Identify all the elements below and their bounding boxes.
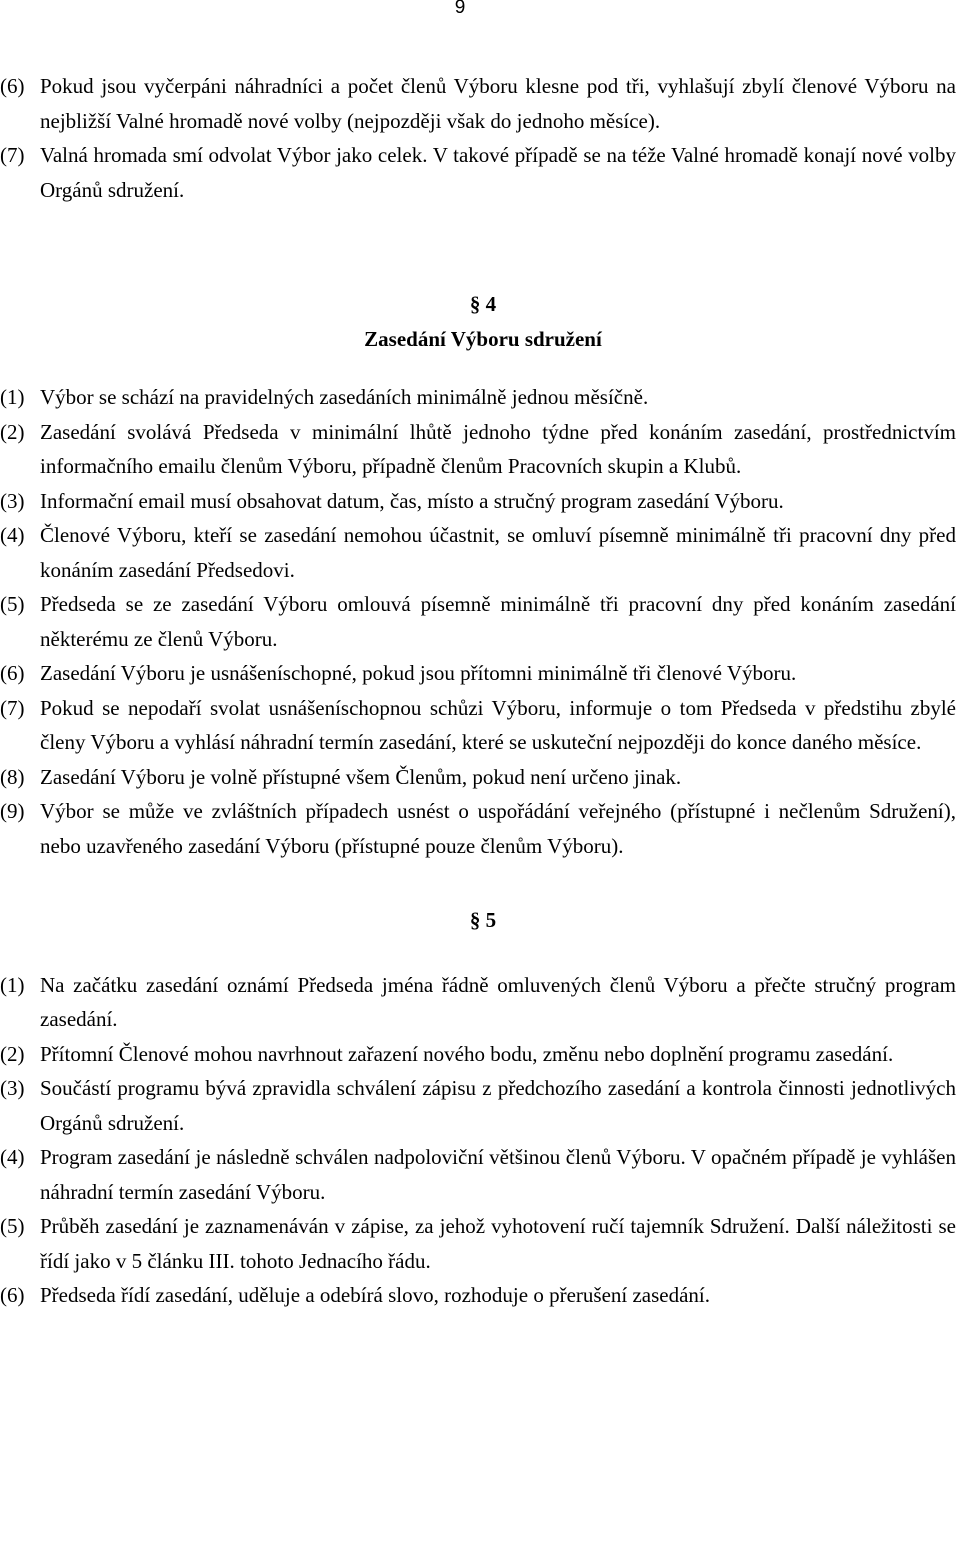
section-4-title: Zasedání Výboru sdružení — [364, 326, 602, 351]
item-text: Předseda řídí zasedání, uděluje a odebírá slovo, rozhoduje o přerušení zasedání. — [40, 1283, 711, 1307]
item-number: (5) — [0, 592, 25, 616]
item-number: (6) — [0, 74, 25, 98]
item-number: (6) — [0, 1283, 25, 1307]
item-text: Součástí programu bývá zpravidla schválení zápisu z předchozího zasedání a kontrola činnosti jednotlivých Orgánů sdružení. — [40, 1076, 956, 1135]
item-number: (4) — [0, 523, 25, 547]
list-item — [0, 1037, 956, 1072]
item-text: Výbor se schází na pravidelných zasedáních minimálně jednou měsíčně. — [40, 385, 649, 409]
item-number: (3) — [0, 488, 25, 513]
item-number: (8) — [0, 764, 25, 789]
item-text: Členové Výboru, kteří se zasedání nemohou účastnit, se omluví písemně minimálně tři pracovní dny před konáním zasedání Předsedovi. — [40, 523, 956, 582]
list-item — [0, 69, 956, 138]
item-text: Průběh zasedání je zaznamenáván v zápise, za jehož vyhotovení ručí tajemník Sdružení. Další náležitosti se řídí jako v 5 článku III. tohoto Jednacího řádu. — [40, 1214, 956, 1273]
item-text: Výbor se může ve zvláštních případech usnést o uspořádání veřejného (přístupné i nečlenům Sdružení), nebo uzavřeného zasedání Výboru (přístupné pouze členům Výboru). — [40, 799, 956, 858]
item-number: (9) — [0, 799, 25, 823]
list-item — [0, 691, 956, 760]
item-number: (5) — [0, 1214, 25, 1238]
item-number: (7) — [0, 143, 25, 167]
item-text: Zasedání svolává Předseda v minimální lhůtě jednoho týdne před konáním zasedání, prostřednictvím informačního emailu členům Výboru, případně členům Pracovních skupin a Klubů. — [40, 419, 956, 478]
list-item — [0, 518, 956, 587]
item-text: Informační email musí obsahovat datum, čas, místo a stručný program zasedání Výboru. — [40, 488, 784, 513]
item-number: (2) — [0, 1041, 25, 1066]
list-item — [0, 760, 956, 795]
item-text: Zasedání Výboru je usnášeníschopné, pokud jsou přítomni minimálně tři členové Výboru. — [40, 661, 797, 685]
item-number: (6) — [0, 661, 25, 685]
list-item — [0, 1278, 956, 1313]
item-text: Zasedání Výboru je volně přístupné všem Členům, pokud není určeno jinak. — [40, 764, 682, 789]
list-item — [0, 1071, 956, 1140]
item-number: (2) — [0, 419, 25, 444]
item-number: (1) — [0, 972, 25, 997]
page-number: 9 — [454, 0, 466, 18]
item-text: Na začátku zasedání oznámí Předseda jména řádně omluvených členů Výboru a přečte stručný program zasedání. — [40, 972, 956, 1031]
list-item — [0, 656, 956, 691]
item-text: Pokud jsou vyčerpáni náhradníci a počet členů Výboru klesne pod tři, vyhlašují zbylí členové Výboru na nejbližší Valné hromadě nové volby (nejpozději však do jednoho měsíce). — [40, 74, 956, 133]
list-item — [0, 1140, 956, 1209]
item-number: (7) — [0, 695, 25, 720]
list-item — [0, 380, 956, 415]
item-text: Přítomní Členové mohou navrhnout zařazení nového bodu, změnu nebo doplnění programu zasedání. — [40, 1041, 894, 1066]
list-item — [0, 484, 956, 519]
item-number: (3) — [0, 1076, 25, 1100]
item-number: (4) — [0, 1145, 25, 1169]
document-body — [0, 69, 956, 1313]
item-text: Pokud se nepodaří svolat usnášeníschopnou schůzi Výboru, informuje o tom Předseda v předstihu zbylé členy Výboru a vyhlásí náhradní termín zasedání, které se uskuteční nejpozději do konce daného měsíce. — [40, 695, 956, 754]
list-item — [0, 415, 956, 484]
section-5-number: § 5 — [469, 908, 497, 932]
item-text: Valná hromada smí odvolat Výbor jako celek. V takové případě se na téže Valné hromadě konají nové volby Orgánů sdružení. — [40, 143, 956, 202]
list-item — [0, 587, 956, 656]
item-number: (1) — [0, 385, 25, 409]
list-item — [0, 1209, 956, 1278]
list-item — [0, 794, 956, 863]
list-item — [0, 138, 956, 207]
section-4-number: § 4 — [469, 292, 497, 316]
item-text: Program zasedání je následně schválen nadpoloviční většinou členů Výboru. V opačném případě je vyhlášen náhradní termín zasedání Výboru. — [40, 1145, 956, 1204]
item-text: Předseda se ze zasedání Výboru omlouvá písemně minimálně tři pracovní dny před konáním zasedání některému ze členů Výboru. — [40, 592, 956, 651]
list-item — [0, 968, 956, 1037]
